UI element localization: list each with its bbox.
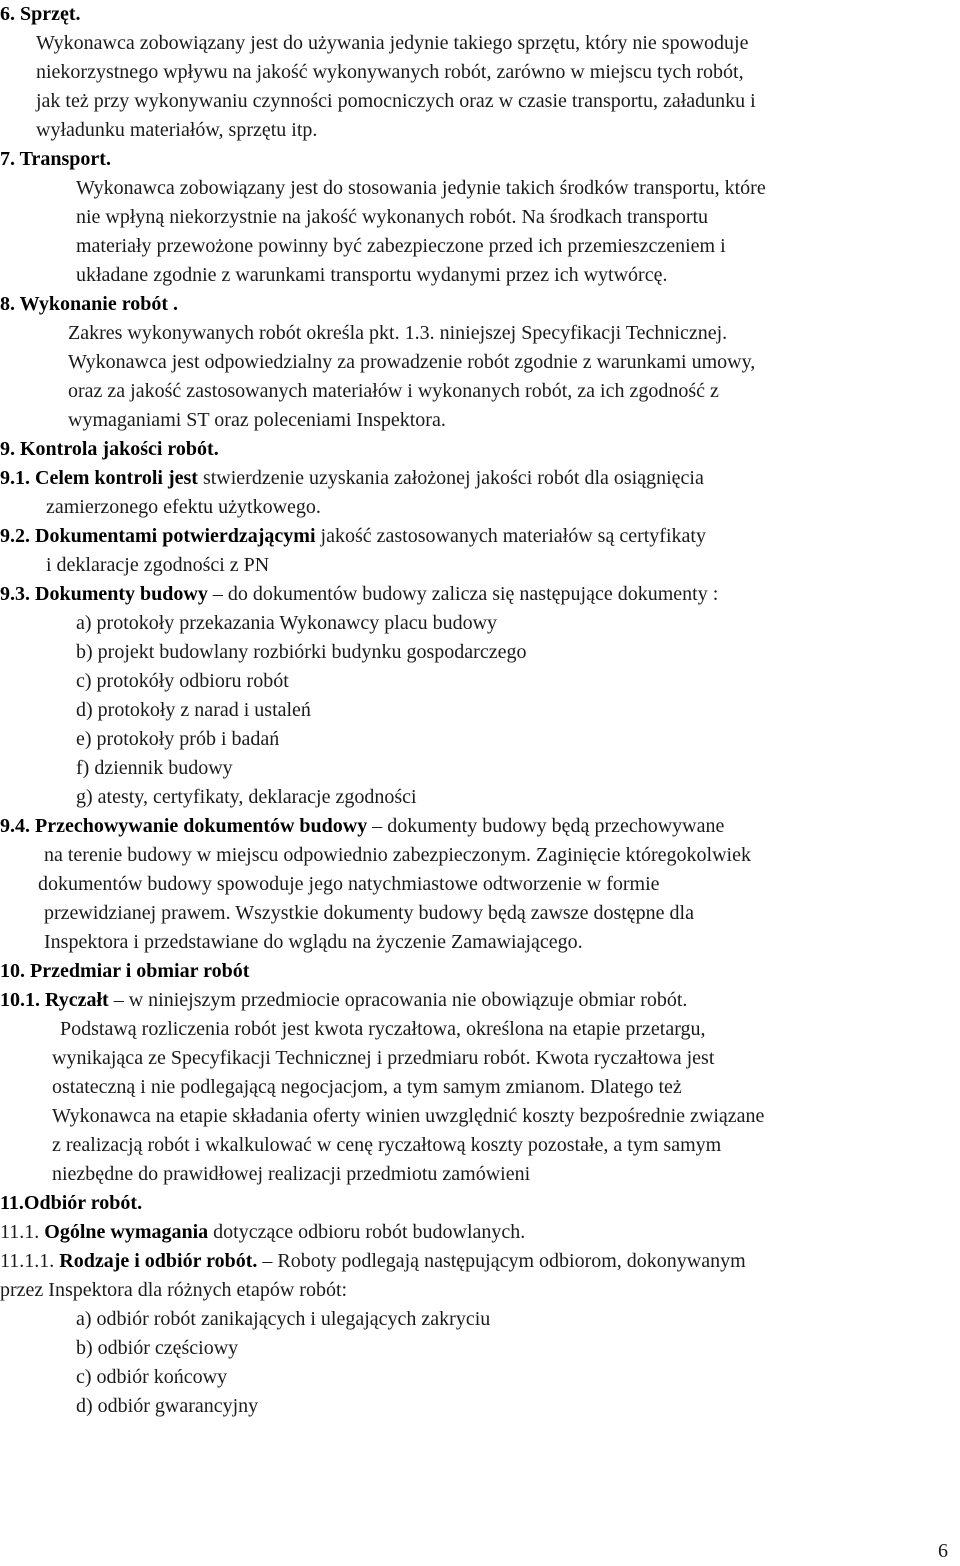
subsection-9-2-line: i deklaracje zgodności z PN <box>46 554 270 576</box>
section-10-text-line: ostateczną i nie podlegającą negocjacjom, a tym samym zmianom. Dlatego też <box>52 1076 682 1098</box>
section-8-text-line: Zakres wykonywanych robót określa pkt. 1.3. niniejszej Specyfikacji Technicznej. <box>68 322 728 344</box>
section-8-text-line: oraz za jakość zastosowanych materiałów i wykonanych robót, za ich zgodność z <box>68 380 719 402</box>
section-10-text-line: wynikająca ze Specyfikacji Technicznej i przedmiaru robót. Kwota ryczałtowa jest <box>52 1047 715 1069</box>
section-6-text-line: Wykonawca zobowiązany jest do używania jedynie takiego sprzętu, który nie spowoduje <box>36 32 749 54</box>
subsection-9-4: 9.4. Przechowywanie dokumentów budowy – dokumenty budowy będą przechowywane <box>0 815 725 837</box>
section-7-text-line: materiały przewożone powinny być zabezpieczone przed ich przemieszczeniem i <box>76 235 726 257</box>
subsection-9-3: 9.3. Dokumenty budowy – do dokumentów budowy zalicza się następujące dokumenty : <box>0 583 719 605</box>
subsection-11-1-1-line: przez Inspektora dla różnych etapów robót: <box>0 1279 348 1301</box>
page-number: 6 <box>938 1540 948 1562</box>
section-10-text-line: Wykonawca na etapie składania oferty winien uwzględnić koszty bezpośrednie związane <box>52 1105 765 1127</box>
subsection-11-1: 11.1. Ogólne wymagania dotyczące odbioru robót budowlanych. <box>0 1221 526 1243</box>
subsection-9-4-line: dokumentów budowy spowoduje jego natychmiastowe odtworzenie w formie <box>38 873 660 895</box>
section-7-heading: 7. Transport. <box>0 148 111 170</box>
subsection-9-2: 9.2. Dokumentami potwierdzającymi jakość zastosowanych materiałów są certyfikaty <box>0 525 706 547</box>
section-9-heading: 9. Kontrola jakości robót. <box>0 438 219 460</box>
acceptance-type-item: a) odbiór robót zanikających i ulegających zakryciu <box>76 1308 491 1330</box>
subsection-9-4-line: Inspektora i przedstawiane do wglądu na życzenie Zamawiającego. <box>44 931 583 953</box>
document-list-item: a) protokoły przekazania Wykonawcy placu budowy <box>76 612 498 634</box>
acceptance-type-item: c) odbiór końcowy <box>76 1366 228 1388</box>
section-6-text-line: niekorzystnego wpływu na jakość wykonywanych robót, zarówno w miejscu tych robót, <box>36 61 744 83</box>
section-11-heading: 11.Odbiór robót. <box>0 1192 143 1214</box>
document-list-item: d) protokoły z narad i ustaleń <box>76 699 311 721</box>
subsection-9-1: 9.1. Celem kontroli jest stwierdzenie uzyskania założonej jakości robót dla osiągnięcia <box>0 467 704 489</box>
section-7-text-line: Wykonawca zobowiązany jest do stosowania jedynie takich środków transportu, które <box>76 177 766 199</box>
acceptance-type-item: b) odbiór częściowy <box>76 1337 239 1359</box>
section-8-text-line: Wykonawca jest odpowiedzialny za prowadzenie robót zgodnie z warunkami umowy, <box>68 351 756 373</box>
section-10-text-line: z realizacją robót i wkalkulować w cenę ryczałtową koszty pozostałe, a tym samym <box>52 1134 722 1156</box>
document-list-item: f) dziennik budowy <box>76 757 233 779</box>
section-10-text-line: niezbędne do prawidłowej realizacji przedmiotu zamówieni <box>52 1163 531 1185</box>
document-list-item: g) atesty, certyfikaty, deklaracje zgodności <box>76 786 417 808</box>
subsection-9-4-line: na terenie budowy w miejscu odpowiednio zabezpieczonym. Zaginięcie któregokolwiek <box>44 844 751 866</box>
section-6-text-line: jak też przy wykonywaniu czynności pomocniczych oraz w czasie transportu, załadunku i <box>36 90 756 112</box>
section-8-heading: 8. Wykonanie robót . <box>0 293 178 315</box>
acceptance-type-item: d) odbiór gwarancyjny <box>76 1395 259 1417</box>
document-list-item: e) protokoły prób i badań <box>76 728 280 750</box>
section-10-text-line: Podstawą rozliczenia robót jest kwota ryczałtowa, określona na etapie przetargu, <box>60 1018 706 1040</box>
section-7-text-line: układane zgodnie z warunkami transportu wydanymi przez ich wytwórcę. <box>76 264 668 286</box>
section-10-heading: 10. Przedmiar i obmiar robót <box>0 960 250 982</box>
subsection-9-4-line: przewidzianej prawem. Wszystkie dokumenty budowy będą zawsze dostępne dla <box>44 902 694 924</box>
subsection-9-1-line: zamierzonego efektu użytkowego. <box>46 496 321 518</box>
section-6-text-line: wyładunku materiałów, sprzętu itp. <box>36 119 318 141</box>
document-list-item: b) projekt budowlany rozbiórki budynku gospodarczego <box>76 641 527 663</box>
section-6-heading: 6. Sprzęt. <box>0 3 81 25</box>
section-8-text-line: wymaganiami ST oraz poleceniami Inspektora. <box>68 409 446 431</box>
subsection-10-1: 10.1. Ryczałt – w niniejszym przedmiocie opracowania nie obowiązuje obmiar robót. <box>0 989 688 1011</box>
document-list-item: c) protokóły odbioru robót <box>76 670 289 692</box>
section-7-text-line: nie wpłyną niekorzystnie na jakość wykonanych robót. Na środkach transportu <box>76 206 709 228</box>
subsection-11-1-1: 11.1.1. Rodzaje i odbiór robót. – Roboty podlegają następującym odbiorom, dokonywanym <box>0 1250 746 1272</box>
